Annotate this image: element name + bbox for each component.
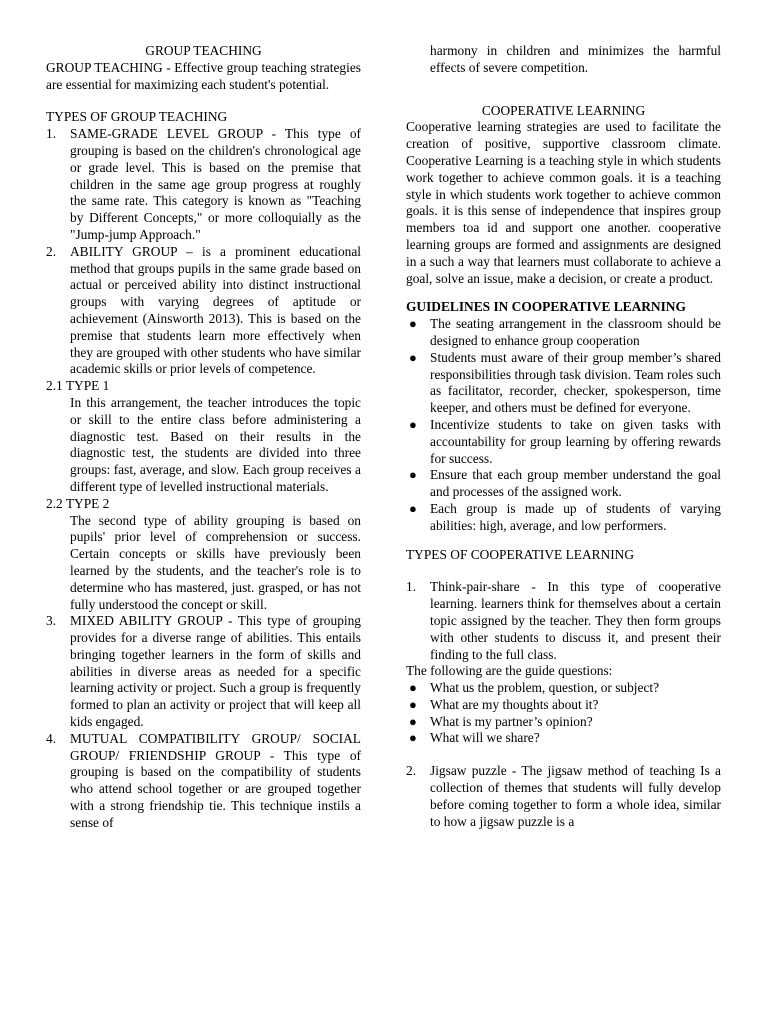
guideline-item xyxy=(406,467,721,501)
types-of-group-teaching-heading: TYPES OF GROUP TEACHING xyxy=(46,109,228,125)
question-text: What will we share? xyxy=(430,730,540,746)
bullet-icon: ● xyxy=(409,316,417,332)
continuation-text: harmony in children and minimizes the harmful effects of severe competition. xyxy=(430,43,721,75)
guideline-item xyxy=(406,316,721,350)
left-column xyxy=(46,43,361,832)
question-item xyxy=(406,730,721,747)
list-item xyxy=(46,126,361,244)
cooperative-type-text: Jigsaw puzzle - The jigsaw method of teaching Is a collection of themes that students will fully develop before coming together to form a whole idea, similar to how a jigsaw puzzle is a xyxy=(430,763,721,829)
list-item-text: ABILITY GROUP – is a prominent educational method that groups pupils in the same grade based on actual or perceived ability into distinct instructional groups with varying degrees of aptitude or achievement (Ainsworth 2013). This is based on the premise that students learn more effectively when they are grouped with other students who have similar academic skills or prior levels of competence. xyxy=(70,243,361,377)
types-of-cooperative-learning-heading: TYPES OF COOPERATIVE LEARNING xyxy=(406,546,635,562)
list-number: 1. xyxy=(406,579,417,595)
guide-questions-intro: The following are the guide questions: xyxy=(406,663,613,679)
right-column xyxy=(406,43,721,830)
bullet-icon: ● xyxy=(409,500,417,516)
cooperative-type-item xyxy=(406,763,721,830)
bullet-icon: ● xyxy=(409,467,417,483)
question-item xyxy=(406,697,721,714)
list-item xyxy=(46,244,361,378)
cooperative-learning-title: COOPERATIVE LEARNING xyxy=(481,102,646,118)
question-text: What are my thoughts about it? xyxy=(430,696,599,712)
group-teaching-title: GROUP TEACHING xyxy=(145,43,262,58)
list-item-text: MIXED ABILITY GROUP - This type of grouping provides for a diverse range of abilities. This entails bringing together learners in the form of skills and abilities in diverse areas as needed for a specific learning activity or project. Such a group is frequently formed to plan an activity or project that will keep all kids engaged. xyxy=(70,613,361,730)
list-item xyxy=(46,731,361,832)
guideline-item xyxy=(406,350,721,417)
cooperative-learning-text: Cooperative learning strategies are used to facilitate the creation of positive, supportive classroom climate. Cooperative Learning is a teaching style in which students work together to achieve common goals. it is a teaching style in which students work together to achieve common goals. it is this sense of independence that inspires group members toa id and support one another. cooperative learning groups are formed and assignments are designed in a such a way that learners must collaborate to achieve a goal, solve an issue, make a decision, or create a product. xyxy=(406,119,721,286)
question-text: What us the problem, question, or subject? xyxy=(430,680,660,696)
guideline-text: Incentivize students to take on given tasks with accountability for group learning by offering rewards for success. xyxy=(430,416,721,466)
guideline-text: Ensure that each group member understand the goal and processes of the assigned work. xyxy=(430,467,721,500)
list-item-text: SAME-GRADE LEVEL GROUP - This type of grouping is based on the children's chronological age or grade level. This is based on the premise that children in the same age group progress at roughly the same rate. This category is known as "Teaching by Different Concepts," or more colloquially as the "Jump-jump Approach." xyxy=(70,126,361,242)
guideline-item xyxy=(406,417,721,467)
guideline-item xyxy=(406,501,721,535)
cooperative-type-text: Think-pair-share - In this type of cooperative learning. learners think for themselves about a certain topic assigned by the teacher. They then form groups with other students to discuss it, and present their finding to the full class. xyxy=(430,579,721,662)
subtype-text: The second type of ability grouping is based on pupils' prior level of comprehension or success. Certain concepts or skills have previously been learned by the students, and the teacher's role is to determine who has mastered, just. grasped, or has not fully understood the concept or skill. xyxy=(70,512,361,612)
subtype-label: 2.2 TYPE 2 xyxy=(46,495,110,511)
list-number: 1. xyxy=(46,126,57,142)
cooperative-type-item xyxy=(406,579,721,663)
bullet-icon: ● xyxy=(409,349,417,365)
guideline-text: Students must aware of their group member’s shared responsibilities through task division. Team roles such as facilitator, recorder, checker, spokesperson, time keeper, and others must be defined for everyone. xyxy=(430,349,721,416)
bullet-icon: ● xyxy=(409,713,417,729)
list-number: 2. xyxy=(46,243,57,259)
guideline-text: Each group is made up of students of varying abilities: high, average, and low performers. xyxy=(430,500,721,533)
question-item xyxy=(406,680,721,697)
list-number: 3. xyxy=(46,613,57,629)
question-text: What is my partner’s opinion? xyxy=(430,713,593,729)
guidelines-heading: GUIDELINES IN COOPERATIVE LEARNING xyxy=(406,299,686,315)
bullet-icon: ● xyxy=(409,730,417,746)
list-item-text: MUTUAL COMPATIBILITY GROUP/ SOCIAL GROUP/ FRIENDSHIP GROUP - This type of grouping is based on the compatibility of students who attend school together or are grouped together with a strong friendship tie. This technique instils a sense of xyxy=(70,730,361,830)
bullet-icon: ● xyxy=(409,696,417,712)
question-item xyxy=(406,714,721,731)
list-number: 4. xyxy=(46,730,57,746)
bullet-icon: ● xyxy=(409,680,417,696)
group-teaching-intro: GROUP TEACHING - Effective group teaching strategies are essential for maximizing each student's potential. xyxy=(46,59,361,92)
list-number: 2. xyxy=(406,763,417,779)
subtype-text: In this arrangement, the teacher introduces the topic or skill to the entire class before administering a diagnostic test. Based on their results in the diagnostic test, the students are divided into three groups: fast, average, and slow. Each group receives a different type of levelled instructional materials. xyxy=(70,394,361,494)
guideline-text: The seating arrangement in the classroom should be designed to enhance group cooperation xyxy=(430,316,721,348)
subtype-label: 2.1 TYPE 1 xyxy=(46,378,110,394)
list-item xyxy=(46,613,361,731)
bullet-icon: ● xyxy=(409,416,417,432)
